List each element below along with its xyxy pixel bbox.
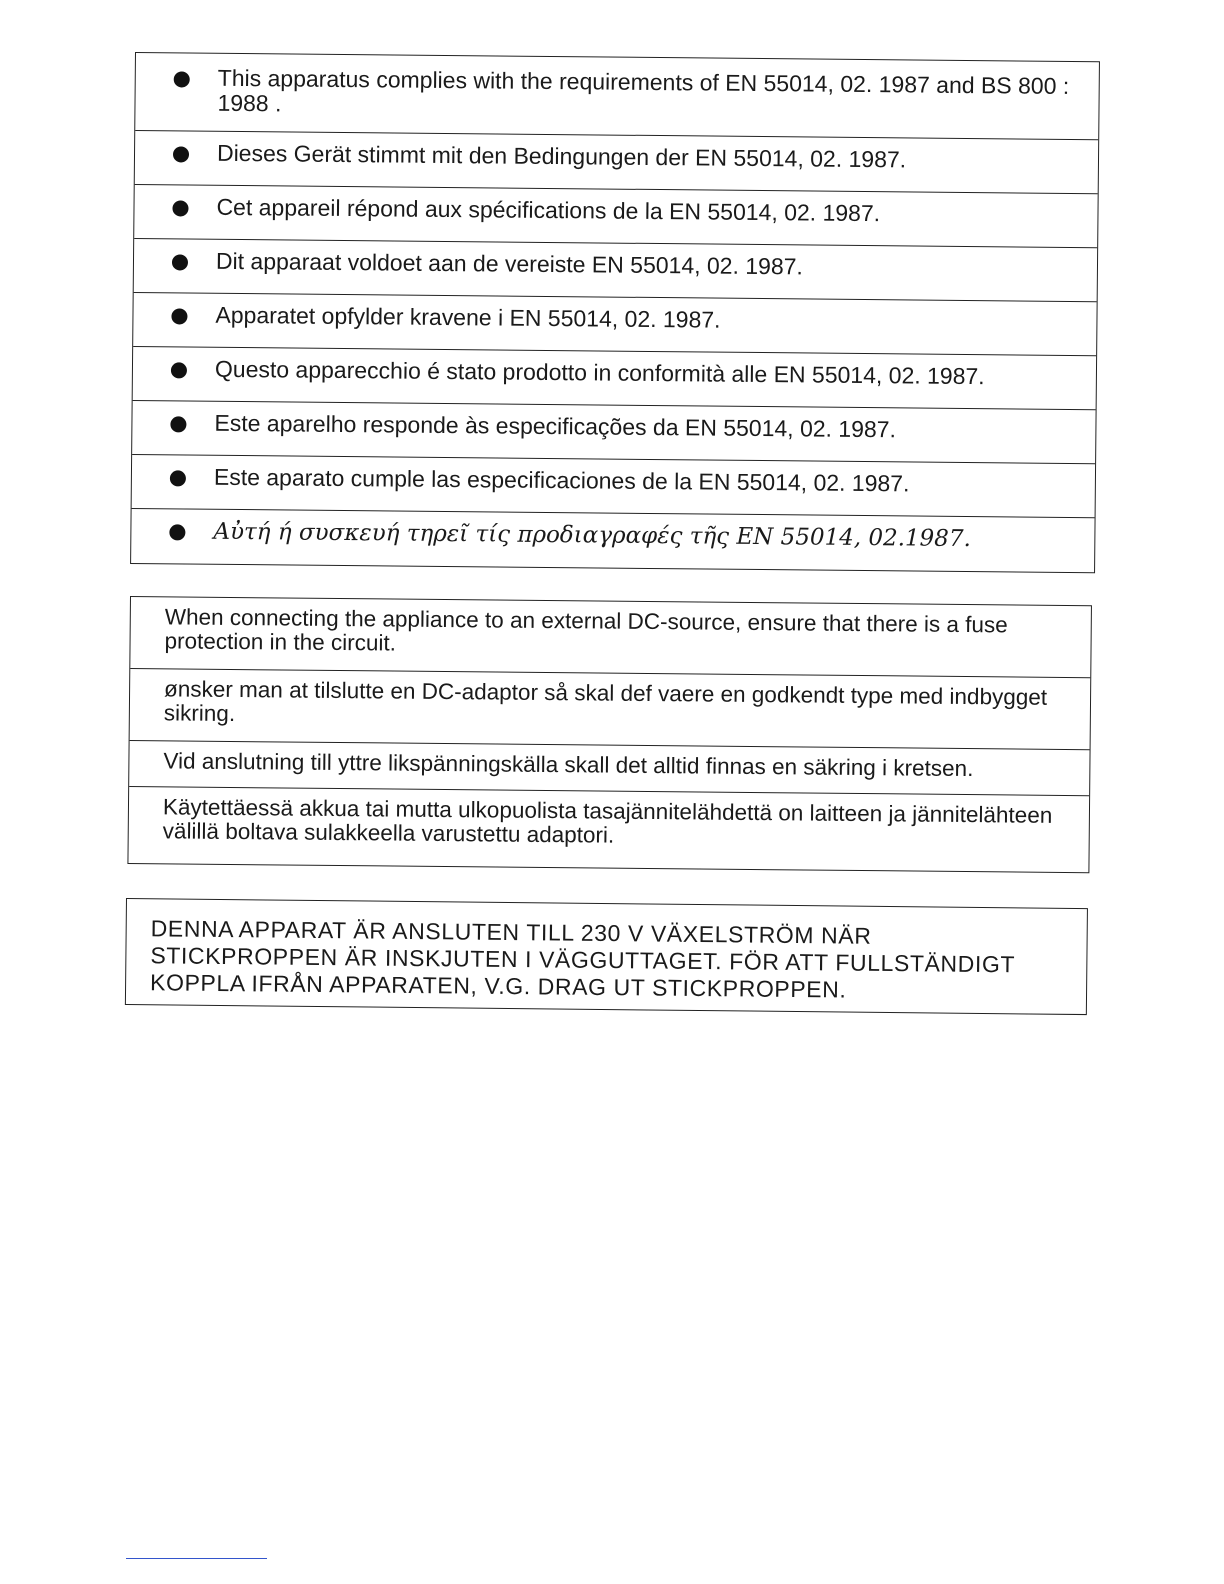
compliance-text: This apparatus complies with the requirements of EN 55014, 02. 1987 and BS 800 : 1988 . <box>217 64 1070 117</box>
dc-note-text: When connecting the appliance to an external DC-source, ensure that there is a fuse protection in the circuit. <box>164 604 1008 656</box>
bullet-icon <box>170 470 186 486</box>
compliance-row <box>135 53 1099 140</box>
warning-text: DENNA APPARAT ÄR ANSLUTEN TILL 230 V VÄXELSTRÖM NÄR STICKPROPPEN ÄR INSKJUTEN I VÄGGUTTAGET. FÖR ATT FULLSTÄNDIGT KOPPLA IFRÅN APPARATEN, V.G. DRAG UT STICKPROPPEN. <box>149 915 1015 1003</box>
compliance-row <box>134 185 1097 248</box>
compliance-text: Questo apparecchio é stato prodotto in conformità alle EN 55014, 02. 1987. <box>214 355 985 390</box>
compliance-row <box>134 239 1097 302</box>
bullet-icon <box>170 416 186 432</box>
dc-source-box <box>127 596 1092 873</box>
dc-note-row <box>128 787 1089 872</box>
bullet-icon <box>169 524 185 540</box>
dc-note-row <box>130 597 1091 678</box>
compliance-text: Dit apparaat voldoet aan de vereiste EN 55014, 02. 1987. <box>215 247 804 280</box>
compliance-text: Αὐτή ή συσκευή τηρεῖ τίς προδιαγραφές τῆς EN 55014, 02.1987. <box>213 518 971 553</box>
compliance-row <box>132 455 1095 518</box>
compliance-text: Dieses Gerät stimmt mit den Bedingungen der EN 55014, 02. 1987. <box>216 139 907 173</box>
bullet-icon <box>172 254 188 270</box>
compliance-row <box>133 293 1096 356</box>
compliance-text: Apparatet opfylder kravene i EN 55014, 02. 1987. <box>215 301 721 333</box>
compliance-text: Cet appareil répond aux spécifications de la EN 55014, 02. 1987. <box>216 193 881 227</box>
bullet-icon <box>173 146 189 162</box>
bullet-icon <box>172 200 188 216</box>
compliance-row <box>135 131 1098 194</box>
bullet-icon <box>171 308 187 324</box>
compliance-row <box>133 347 1096 410</box>
footer-rule <box>126 1558 267 1559</box>
compliance-row <box>132 401 1095 464</box>
dc-note-text: Vid anslutning till yttre likspänningskälla skall det alltid finnas en säkring i kretsen. <box>163 748 974 782</box>
dc-note-text: Käytettäessä akkua tai mutta ulkopuolista tasajännitelähdettä on laitteen ja jännitelähteen välillä boltava sulakkeella varustettu adaptori. <box>162 794 1053 848</box>
dc-note-row <box>130 669 1091 750</box>
bullet-icon <box>171 362 187 378</box>
bullet-icon <box>174 71 190 87</box>
compliance-text: Este aparato cumple las especificaciones de la EN 55014, 02. 1987. <box>213 463 910 497</box>
dc-note-text: ønsker man at tilslutte en DC-adaptor så skal def vaere en godkendt type med indbygget sikring. <box>163 676 1048 727</box>
compliance-box <box>130 52 1100 573</box>
warning-box <box>125 898 1088 1015</box>
compliance-text: Este aparelho responde às especificações da EN 55014, 02. 1987. <box>214 409 897 443</box>
compliance-row <box>131 509 1094 572</box>
